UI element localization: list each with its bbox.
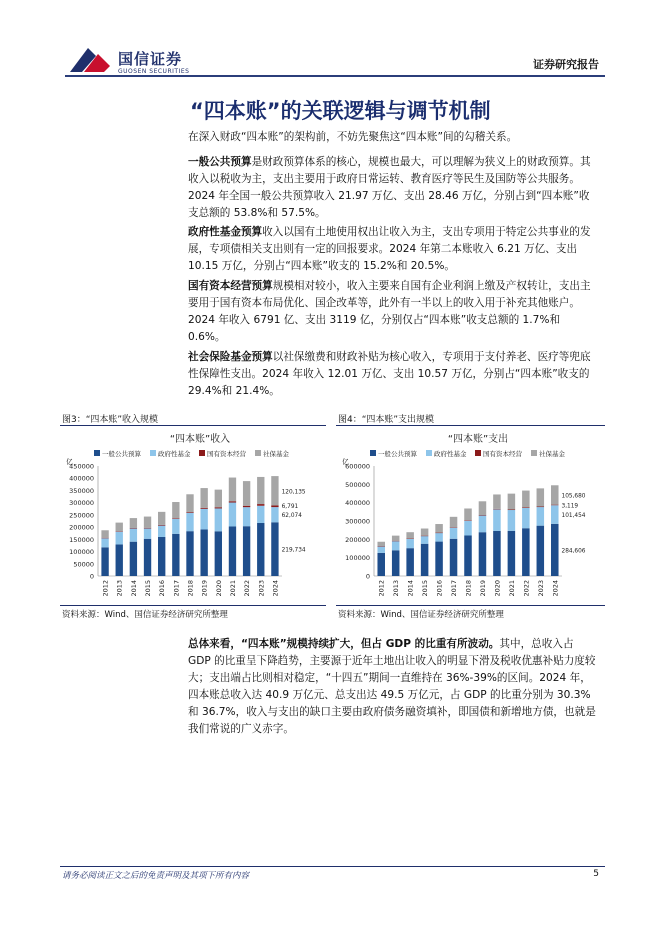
bar-segment [130,528,137,541]
expense-chart [336,428,606,604]
bar-segment [537,488,545,506]
page-number: 5 [593,869,599,879]
header-divider [65,75,605,77]
data-label: 105,680 [561,493,586,500]
bar-segment [158,526,165,537]
bar-segment [158,537,165,576]
bar-segment [377,546,385,547]
figure-source-expense: 资料来源：Wind、国信证券经济研究所整理 [338,610,504,620]
bar-segment [229,501,236,502]
legend-swatch [475,450,481,456]
x-tick-label: 2012 [101,580,110,597]
bar-segment [200,488,207,508]
conclusion-heading: 总体来看，“四本账”规模持续扩大，但占 GDP 的比重有所波动。 [188,638,500,650]
intro-paragraph: 在深入财政“四本账”的架构前，不妨先聚焦这“四本账”间的勾稽关系。 [188,131,518,143]
figure-divider [336,425,605,426]
bar-segment [392,541,400,542]
bar-segment [377,553,385,576]
data-label: 101,454 [561,513,586,520]
y-tick-label: 300000 [69,499,94,508]
bar-segment [257,504,264,506]
y-tick-label: 150000 [69,535,94,544]
y-tick-label: 450000 [69,462,94,471]
bar-segment [450,528,458,539]
bar-segment [144,528,151,538]
bar-segment [229,503,236,527]
bar-segment [464,536,472,576]
x-tick-label: 2015 [144,580,153,597]
bar-segment [435,542,443,576]
bar-segment [200,508,207,509]
paragraph-heading: 国有资本经营预算 [188,280,273,292]
y-tick-label: 250000 [69,511,94,520]
conclusion-text: 其中，总收入占 GDP 的比重呈下降趋势，主要源于近年土地出让收入的明显下滑及税收优惠补贴力度较大；支出端占比则相对稳定，“十四五”期间一直维持在 36%-39%的区间。2024 年，四本账总收入达 40.9 万亿元、总支出达 49.5 万亿元，占 GDP 的比重分别为 30.3%和 36.7%，收入与支出的缺口主要由政府债务融资填补，即国债和新增地方债，也就是我们常说的广义赤字。 [188,638,596,735]
logo-icon [66,44,114,74]
bar-segment [435,524,443,533]
bar-segment [479,501,487,515]
bar-segment [551,485,559,504]
bar-segment [130,542,137,576]
bar-segment [508,531,516,576]
bar-segment [200,529,207,576]
bar-segment [158,512,165,525]
bar-segment [243,526,250,576]
bar-segment [551,505,559,524]
paragraph-soe-budget [188,278,598,346]
bar-segment [479,515,487,532]
bar-segment [186,513,193,531]
bar-segment [421,544,429,576]
x-tick-label: 2024 [271,580,280,597]
y-tick-label: 200000 [345,535,370,544]
bar-segment [406,538,414,539]
bar-segment [537,526,545,576]
y-axis-unit: 亿 [342,458,349,466]
bar-segment [200,509,207,530]
bar-segment [243,507,250,526]
x-tick-label: 2014 [406,580,415,597]
data-label: 62,074 [281,513,302,520]
x-tick-label: 2023 [257,580,266,597]
x-tick-label: 2017 [450,580,459,597]
bar-segment [522,491,530,508]
legend-label: 社保基金 [263,450,289,458]
paragraph-text: 规模相对较小，收入主要来自国有企业利润上缴及产权转让，支出主要用于国有资本布局优化、国企改革等，此外有一半以上的收入用于补充其他账户。2024 年收入 6791 亿、支出 3119 亿，分别仅占“四本账”收支总额的 1.7%和 0.6%。 [188,280,591,343]
bar-segment [522,528,530,576]
legend-swatch [370,450,376,456]
bar-segment [172,502,179,518]
y-tick-label: 300000 [345,517,370,526]
y-tick-label: 0 [365,572,370,581]
y-tick-label: 100000 [345,554,370,563]
x-tick-label: 2021 [507,580,516,597]
bar-segment [215,508,222,531]
paragraph-general-budget [188,154,598,222]
legend-label: 国有资本经营 [483,450,522,458]
bar-segment [537,507,545,526]
legend-label: 政府性基金 [158,450,191,458]
bar-segment [464,520,472,521]
bar-segment [392,550,400,576]
bar-segment [406,548,414,576]
bar-segment [435,533,443,542]
footer-disclaimer: 请务必阅读正文之后的免责声明及其项下所有内容 [62,871,250,881]
bar-segment [522,508,530,528]
bar-segment [116,531,123,532]
bar-segment [537,507,545,508]
bar-segment [229,526,236,576]
y-tick-label: 400000 [69,474,94,483]
paragraph-fund-budget [188,224,598,275]
legend-swatch [531,450,537,456]
x-tick-label: 2019 [200,580,209,597]
bar-segment [271,505,278,507]
bar-segment [464,508,472,520]
bar-segment [130,528,137,529]
logo-text: 国信证券 [118,50,183,68]
x-tick-label: 2022 [522,580,531,597]
bar-segment [508,510,516,531]
bar-segment [493,494,501,508]
paragraph-text: 是财政预算体系的核心，规模也最大，可以理解为狭义上的财政预算。其收入以税收为主，支出主要用于政府日常运转、教育医疗等民生及国防等公共服务。2024 年全国一般公共预算收入 21.97 万亿、支出 28.46 万亿，分别占到“四本账”收支总额的 53.8%和 57.5%。 [188,156,591,219]
bar-segment [271,507,278,522]
bar-segment [508,510,516,511]
bar-segment [186,512,193,513]
legend-label: 一般公共预算 [102,450,141,458]
x-tick-label: 2013 [115,580,124,597]
y-tick-label: 350000 [69,486,94,495]
legend-swatch [255,450,261,456]
bar-segment [257,477,264,504]
x-tick-label: 2021 [228,580,237,597]
y-axis-unit: 亿 [66,458,73,466]
bar-segment [158,525,165,526]
x-tick-label: 2012 [377,580,386,597]
legend-label: 一般公共预算 [378,450,417,458]
paragraph-heading: 社会保险基金预算 [188,351,273,363]
bar-segment [116,544,123,576]
bar-segment [271,476,278,505]
logo [66,44,114,74]
bar-segment [243,506,250,507]
paragraph-text: 以社保缴费和财政补贴为核心收入，专项用于支付养老、医疗等兜底性保障性支出。2024 年收入 12.01 万亿、支出 10.57 万亿，分别占“四本账”收支的 29.4%和 21.4%。 [188,351,591,397]
figure-divider [60,605,326,606]
x-tick-label: 2016 [435,580,444,597]
legend-label: 社保基金 [539,450,565,458]
x-tick-label: 2019 [478,580,487,597]
x-tick-label: 2016 [158,580,167,597]
bar-segment [435,533,443,534]
x-tick-label: 2015 [421,580,430,597]
bar-segment [186,494,193,512]
chart-title: “四本账”支出 [447,434,509,445]
x-tick-label: 2024 [551,580,560,597]
bar-segment [101,538,108,539]
x-tick-label: 2014 [129,580,138,597]
y-tick-label: 50000 [73,560,94,569]
bar-segment [172,519,179,534]
bar-segment [392,541,400,550]
y-tick-label: 100000 [69,548,94,557]
income-chart [60,428,326,604]
bar-segment [406,539,414,548]
chart-title: “四本账”收入 [169,434,231,445]
bar-segment [377,546,385,553]
bar-segment [243,481,250,506]
data-label: 6,791 [281,504,299,511]
bar-segment [450,527,458,528]
figure-source-income: 资料来源：Wind、国信证券经济研究所整理 [62,610,228,620]
bar-segment [215,507,222,508]
figure-caption-income: 图3：“四本账”收入规模 [62,415,159,425]
bar-segment [144,517,151,528]
bar-segment [101,530,108,538]
y-tick-label: 600000 [345,462,370,471]
y-tick-label: 400000 [345,499,370,508]
paragraph-heading: 政府性基金预算 [188,226,263,238]
x-tick-label: 2013 [392,580,401,597]
data-label: 219,734 [281,547,306,554]
bar-segment [257,506,264,523]
bar-segment [479,515,487,516]
figure-divider [336,605,605,606]
y-tick-label: 0 [89,572,94,581]
bar-segment [421,536,429,544]
logo-subtext: GUOSEN SECURITIES [118,68,190,75]
figure-caption-expense: 图4：“四本账”支出规模 [338,415,435,425]
paragraph-text: 收入以国有土地使用权出让收入为主，支出专项用于特定公共事业的发展，专项债相关支出则有一定的回报要求。2024 年第二本账收入 6.21 万亿、支出 10.15 万亿，分别占“四本账”收支的 15.2%和 20.5%。 [188,226,591,272]
bar-segment [271,522,278,576]
bar-segment [377,542,385,546]
bar-segment [257,523,264,576]
bar-segment [522,507,530,508]
bar-segment [101,547,108,576]
bar-segment [144,539,151,576]
x-tick-label: 2020 [214,580,223,597]
bar-segment [406,532,414,538]
bar-segment [479,532,487,576]
bar-segment [493,509,501,510]
legend-swatch [94,450,100,456]
report-type: 证券研究报告 [533,58,599,71]
data-label: 120,135 [281,489,306,496]
x-tick-label: 2018 [464,580,473,597]
legend-label: 国有资本经营 [207,450,246,458]
y-tick-label: 200000 [69,523,94,532]
bar-segment [144,528,151,529]
bar-segment [450,517,458,527]
bar-segment [392,536,400,541]
bar-segment [551,505,559,506]
x-tick-label: 2017 [172,580,181,597]
bar-segment [172,518,179,519]
figure-divider [60,425,326,426]
legend-swatch [199,450,205,456]
legend-swatch [150,450,156,456]
bar-segment [116,532,123,545]
x-tick-label: 2023 [536,580,545,597]
bar-segment [229,478,236,502]
data-label: 284,606 [561,548,586,555]
footer-divider [60,866,605,867]
page-title: “四本账”的关联逻辑与调节机制 [190,99,491,123]
bar-segment [493,509,501,531]
bar-segment [421,536,429,537]
legend-swatch [426,450,432,456]
bar-segment [421,529,429,536]
paragraph-social-budget [188,349,598,400]
bar-segment [450,539,458,576]
x-tick-label: 2018 [186,580,195,597]
bar-segment [493,531,501,576]
bar-segment [508,494,516,510]
bar-segment [186,531,193,576]
bar-segment [464,521,472,536]
bar-segment [215,531,222,576]
x-tick-label: 2020 [493,580,502,597]
bar-segment [215,490,222,508]
bar-segment [130,518,137,528]
legend-label: 政府性基金 [434,450,467,458]
x-tick-label: 2022 [243,580,252,597]
bar-segment [172,534,179,576]
conclusion-paragraph [188,636,598,738]
paragraph-heading: 一般公共预算 [188,156,252,168]
bar-segment [116,523,123,532]
data-label: 3,119 [561,503,579,510]
bar-segment [101,538,108,547]
y-tick-label: 500000 [345,480,370,489]
bar-segment [551,524,559,576]
